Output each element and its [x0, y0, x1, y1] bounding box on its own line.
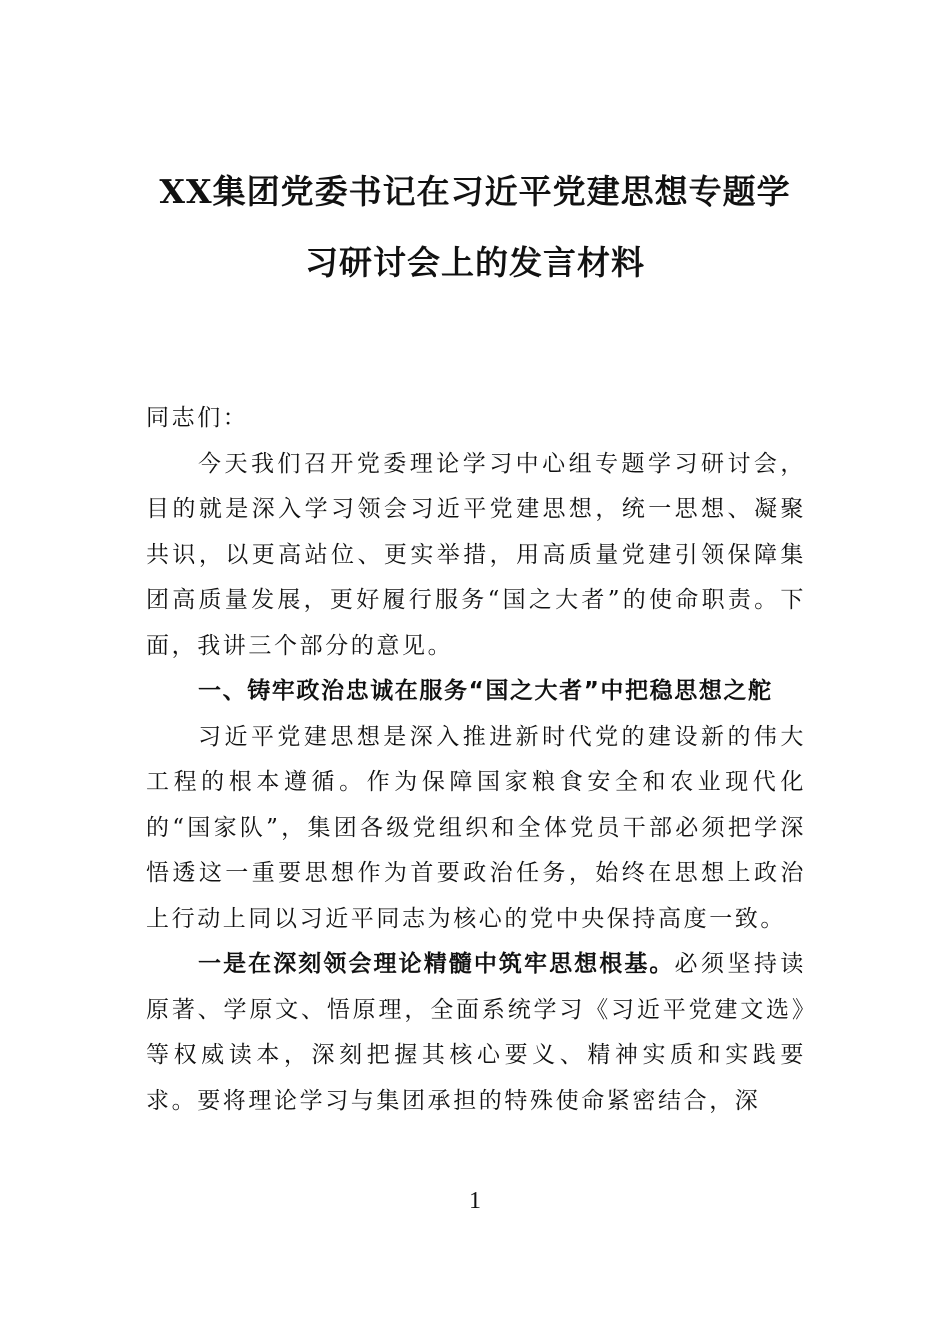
section-heading-1: 一、铸牢政治忠诚在服务“国之大者”中把稳思想之舵 — [198, 678, 773, 704]
point-1-text: 必须坚持读原著、学原文、悟原理，全面系统学习《习近平党建文选》等权威读本，深刻把握其核心要义、精神实质和实践要求。要将理论学习与集团承担的特殊使命紧密结合，深 — [146, 951, 806, 1114]
paragraph-section-1: 习近平党建思想是深入推进新时代党的建设新的伟大工程的根本遵循。作为保障国家粮食安全和农业现代化的“国家队”，集团各级党组织和全体党员干部必须把学深悟透这一重要思想作为首要政治任务，始终在思想上政治上行动上同以习近平同志为核心的党中央保持高度一致。 — [146, 723, 806, 932]
point-1-lead: 一是在深刻领会理论精髓中筑牢思想根基。 — [198, 951, 675, 977]
document-body — [146, 396, 806, 1124]
title-line-2: 习研讨会上的发言材料 — [305, 243, 645, 282]
paragraph-point-1 — [146, 942, 806, 1124]
paragraph-intro: 今天我们召开党委理论学习中心组专题学习研讨会，目的就是深入学习领会习近平党建思想，统一思想、凝聚共识，以更高站位、更实举措，用高质量党建引领保障集团高质量发展，更好履行服务“国之大者”的使命职责。下面，我讲三个部分的意见。 — [146, 450, 806, 659]
page-number: 1 — [469, 1188, 481, 1214]
salutation: 同志们： — [146, 405, 249, 431]
title-line-1: XX集团党委书记在习近平党建思想专题学 — [159, 172, 791, 211]
document-title — [132, 168, 818, 310]
